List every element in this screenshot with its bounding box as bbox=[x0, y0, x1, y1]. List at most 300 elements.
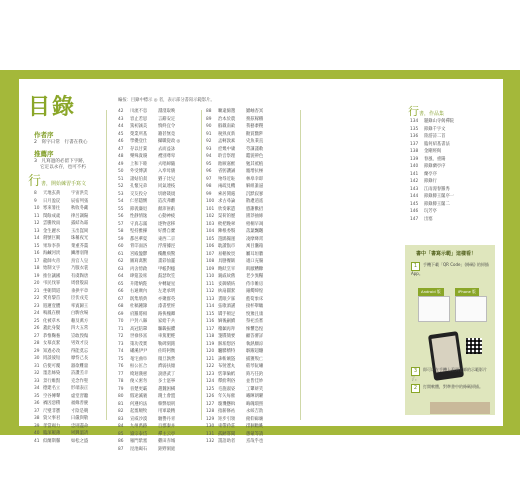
entry-text: 杜稿鍾隸 bbox=[130, 304, 148, 309]
entry-text: 鑑貌辨色 bbox=[246, 154, 264, 159]
entry-text: 沉默寂寥 bbox=[246, 191, 264, 197]
page-title: 目錄 bbox=[28, 94, 77, 120]
page-number: 37 bbox=[34, 408, 40, 414]
toc-entry bbox=[34, 198, 88, 206]
entry-text: 宇宙洪荒 bbox=[71, 191, 89, 196]
page-number: 51 bbox=[118, 176, 124, 182]
page-number: 114 bbox=[206, 304, 215, 309]
toc-entry bbox=[118, 123, 180, 131]
toc-entry bbox=[206, 191, 263, 199]
toc-entry bbox=[206, 221, 263, 229]
entry-text: 工顰妍笑 bbox=[246, 386, 264, 392]
entry-text: 愛育黎首 bbox=[43, 296, 61, 301]
entry-text: 玩芳亭 bbox=[424, 209, 437, 214]
entry-text: 蘭亭序 bbox=[424, 171, 437, 177]
toc-entry bbox=[118, 236, 180, 244]
page-number: 143 bbox=[410, 186, 419, 192]
page-number: 82 bbox=[118, 409, 124, 414]
appendix-entry bbox=[410, 141, 454, 149]
toc-column-2 bbox=[118, 108, 180, 453]
entry-text: 臨何紹基書法 bbox=[424, 141, 450, 147]
entry-text: 老少異糧 bbox=[246, 274, 264, 279]
toc-entry bbox=[118, 258, 180, 266]
entry-text: 乃服衣裳 bbox=[71, 266, 89, 271]
toc-entry bbox=[206, 386, 263, 394]
page-number: 87 bbox=[118, 446, 124, 452]
entry-text: 天地玄黃 bbox=[43, 191, 61, 196]
entry-text: 顛沛匪虧 bbox=[158, 206, 176, 212]
page-number: 71 bbox=[118, 326, 124, 332]
appendix-entry bbox=[410, 193, 454, 201]
page-number: 110 bbox=[206, 274, 215, 279]
entry-text: 毛施淑姿 bbox=[218, 386, 236, 392]
toc-entry bbox=[206, 183, 263, 191]
entry-text: 祭祀烝嘗 bbox=[246, 319, 264, 324]
page-number: 72 bbox=[118, 334, 124, 339]
entry-text: 器欲難量 bbox=[71, 363, 89, 369]
page-number: 116 bbox=[206, 319, 215, 324]
page-number: 147 bbox=[410, 216, 419, 222]
entry-text: 殆辱近恥 bbox=[218, 176, 236, 182]
page-number: 73 bbox=[118, 341, 124, 347]
page-number: 101 bbox=[206, 206, 215, 212]
entry-text: 漆書壁經 bbox=[158, 304, 176, 309]
entry-text: 猶子比兒 bbox=[158, 176, 176, 182]
iphone-label: iPhone 版 bbox=[455, 288, 479, 296]
entry-text: 劍號巨闕 bbox=[43, 236, 61, 241]
page-number: 44 bbox=[118, 124, 124, 129]
entry-text: 箋牒簡要 bbox=[218, 334, 236, 339]
page-number: 96 bbox=[206, 169, 212, 174]
toc-entry bbox=[206, 393, 263, 401]
entry-text: 浮渭據涇 bbox=[158, 244, 176, 249]
entry-text: 資父事君 bbox=[43, 416, 61, 421]
entry-text: 稽顙再拜 bbox=[218, 326, 236, 332]
page-number: 38 bbox=[34, 416, 40, 421]
toc-entry bbox=[118, 378, 180, 386]
page-number: 52 bbox=[118, 184, 124, 189]
entry-text: 梧桐早凋 bbox=[246, 221, 264, 227]
entry-text: 臣伏戎羌 bbox=[71, 296, 89, 301]
page-number: 109 bbox=[206, 266, 215, 272]
appendix-entry bbox=[410, 118, 454, 126]
entry-text: 我藝黍稷 bbox=[246, 124, 264, 129]
entry-text: 靡恃己長 bbox=[71, 356, 89, 361]
entry-text: 背邙面洛 bbox=[130, 244, 148, 249]
entry-text: 骸垢想浴 bbox=[218, 341, 236, 347]
page-number: 128 bbox=[206, 409, 215, 414]
entry-text: 鳥官人皇 bbox=[71, 258, 89, 264]
entry-text: 布射遼丸 bbox=[218, 364, 236, 369]
entry-text: 露結為霜 bbox=[71, 221, 89, 226]
toc-entry bbox=[118, 251, 180, 259]
iphone-app-screenshot bbox=[455, 296, 487, 322]
page-number: 107 bbox=[206, 251, 215, 257]
toc-entry bbox=[206, 168, 263, 176]
appendix-entry bbox=[410, 163, 454, 171]
entry-text: 晝眠夕寐 bbox=[218, 296, 236, 302]
entry-text: 接杯舉觴 bbox=[246, 304, 264, 309]
toc-entry bbox=[206, 273, 263, 281]
toc-entry bbox=[34, 355, 88, 363]
toc-entry bbox=[206, 131, 263, 139]
entry-text: 日月盈昃 bbox=[43, 198, 61, 204]
entry-text: 務茲稼穡 bbox=[246, 116, 264, 122]
entry-text: 晉楚更霸 bbox=[130, 386, 148, 392]
entry-text: 左達承明 bbox=[158, 289, 176, 294]
entry-text: 鱗潛羽翔 bbox=[71, 251, 89, 256]
toc-entry bbox=[34, 235, 88, 243]
entry-text: 藍筍象床 bbox=[246, 296, 264, 302]
entry-text: 趙魏困橫 bbox=[158, 386, 176, 392]
toc-entry bbox=[206, 423, 263, 431]
entry-text: 虛堂習聽 bbox=[71, 393, 89, 399]
toc-entry bbox=[34, 333, 88, 341]
entry-text: 年矢每催 bbox=[218, 394, 236, 399]
toc-entry bbox=[34, 438, 88, 446]
toc-entry bbox=[206, 206, 263, 214]
toc-entry bbox=[206, 228, 263, 236]
toc-entry bbox=[206, 378, 263, 386]
page-number: 99 bbox=[206, 191, 212, 197]
entry-text: 亦聚群英 bbox=[158, 296, 176, 302]
entry-text: 戶封八縣 bbox=[130, 319, 148, 324]
editor-note: 編按：目錄中標示 ◎ 者，表示部分書寫示範影片。 bbox=[118, 98, 215, 103]
toc-entry bbox=[206, 266, 263, 274]
entry-text: 路俠槐卿 bbox=[158, 311, 176, 317]
entry-text: 渠荷的歷 bbox=[218, 214, 236, 219]
page-number: 27 bbox=[34, 333, 40, 339]
entry-text: 樓觀飛驚 bbox=[158, 251, 176, 257]
page-number: 111 bbox=[206, 281, 215, 287]
entry-text: 去而益詠 bbox=[158, 146, 176, 152]
toc-entry bbox=[206, 138, 263, 146]
entry-text: 陸游詩二首 bbox=[424, 134, 446, 139]
toc-entry bbox=[118, 311, 180, 319]
entry-text: 淵澄取映 bbox=[158, 109, 176, 114]
toc-entry bbox=[118, 401, 180, 409]
toc-entry bbox=[34, 243, 88, 251]
entry-text: 悚懼恐惶 bbox=[246, 326, 264, 332]
entry-text: 適口充腸 bbox=[246, 259, 264, 264]
entry-text: 矯手頓足 bbox=[218, 311, 236, 317]
page-number: 8 bbox=[34, 191, 37, 196]
entry-text: 園莽抽條 bbox=[246, 214, 264, 219]
entry-text: 束帶矜莊 bbox=[218, 424, 236, 429]
toc-entry bbox=[206, 363, 263, 371]
entry-text: 似蘭斯馨 bbox=[43, 438, 61, 444]
qr-guide-title: 書中「書寫示範」這樣看！ bbox=[416, 251, 477, 257]
entry-text: 題錄山寺偈禪院 bbox=[424, 119, 455, 124]
entry-text: 孤陋寡聞 bbox=[218, 431, 236, 437]
entry-text: 孔懷兄弟 bbox=[130, 184, 148, 189]
entry-text: 出塞 bbox=[424, 216, 433, 222]
toc-entry bbox=[34, 250, 88, 258]
entry-text: 辰宿列張 bbox=[71, 198, 89, 204]
toc-entry bbox=[118, 176, 180, 184]
toc-entry bbox=[118, 408, 180, 416]
entry-text: 飽飫烹宰 bbox=[218, 266, 236, 272]
entry-text: 樂殊貴賤 bbox=[130, 154, 148, 159]
appendix-entry bbox=[410, 208, 454, 216]
toc-entry bbox=[118, 348, 180, 356]
page-number: 120 bbox=[206, 349, 215, 354]
page-number: 108 bbox=[206, 259, 215, 264]
preface-line: 2 寫字日常 行書在我心 bbox=[34, 140, 88, 145]
toc-entry bbox=[118, 131, 180, 139]
entry-text: 切磨箴規 bbox=[158, 191, 176, 197]
toc-entry bbox=[118, 341, 180, 349]
entry-text: 索居閒處 bbox=[218, 191, 236, 197]
page-number: 127 bbox=[206, 401, 215, 407]
entry-text: 禮別尊卑 bbox=[158, 154, 176, 159]
entry-text: 鉅野洞庭 bbox=[158, 446, 176, 452]
entry-text: 坐朝問道 bbox=[43, 288, 61, 294]
entry-text: 易輶攸畏 bbox=[218, 251, 236, 257]
page-number: 85 bbox=[118, 431, 124, 437]
page-number: 68 bbox=[118, 304, 124, 309]
toc-entry bbox=[34, 295, 88, 303]
entry-text: 遐邇壹體 bbox=[43, 303, 61, 309]
entry-text: 勒碑刻銘 bbox=[158, 341, 176, 347]
android-app-screenshot bbox=[418, 296, 450, 322]
entry-text: 愚蒙等誚 bbox=[246, 431, 264, 437]
page-number: 80 bbox=[118, 394, 124, 399]
page-number: 60 bbox=[118, 244, 124, 249]
entry-text: 馳譽丹青 bbox=[158, 416, 176, 422]
entry-text: 具膳餐飯 bbox=[218, 259, 236, 264]
page-number: 137 bbox=[410, 141, 419, 147]
entry-text: 永綏吉劭 bbox=[246, 409, 264, 414]
page-number: 35 bbox=[34, 393, 40, 399]
page-number: 129 bbox=[206, 416, 215, 422]
toc-entry bbox=[118, 243, 180, 251]
entry-text: 孟軻敦素 bbox=[218, 139, 236, 144]
toc-entry bbox=[34, 415, 88, 423]
toc-entry bbox=[206, 431, 263, 439]
toc-entry bbox=[118, 326, 180, 334]
entry-text: 寒來暑往 bbox=[43, 206, 61, 211]
toc-entry bbox=[118, 356, 180, 364]
toc-entry bbox=[206, 258, 263, 266]
page-number: 136 bbox=[410, 134, 419, 139]
page-number: 98 bbox=[206, 184, 212, 189]
page-number: 63 bbox=[118, 266, 124, 272]
page-number: 115 bbox=[206, 311, 215, 317]
column-divider bbox=[106, 110, 107, 420]
page-number: 48 bbox=[118, 154, 124, 159]
entry-text: 釋紛利俗 bbox=[218, 379, 236, 384]
entry-text: 化被草木 bbox=[43, 318, 61, 324]
entry-text: 垂拱平章 bbox=[71, 288, 89, 294]
page-number: 140 bbox=[410, 164, 419, 169]
page-number: 36 bbox=[34, 401, 40, 406]
page-number: 78 bbox=[118, 379, 124, 384]
toc-entry bbox=[118, 423, 180, 431]
entry-text: 白駒食場 bbox=[71, 311, 89, 316]
toc-entry bbox=[206, 416, 263, 424]
entry-text: 堅持雅操 bbox=[130, 229, 148, 234]
entry-text: 慼謝歡招 bbox=[246, 206, 264, 212]
page-number: 22 bbox=[34, 296, 40, 301]
toc-entry bbox=[206, 333, 263, 341]
entry-text: 府羅將相 bbox=[130, 311, 148, 317]
page-number: 58 bbox=[118, 229, 124, 234]
page-number: 145 bbox=[410, 201, 419, 207]
toc-entry bbox=[206, 326, 263, 334]
page-number: 55 bbox=[118, 206, 124, 212]
toc-entry bbox=[206, 116, 263, 124]
toc-entry bbox=[118, 438, 180, 446]
entry-text: 甲帳對楹 bbox=[158, 266, 176, 272]
page-number: 65 bbox=[118, 281, 124, 287]
appendix-entry bbox=[410, 178, 454, 186]
entry-text: 始制文字 bbox=[43, 266, 61, 271]
toc-entry bbox=[118, 296, 180, 304]
toc-entry bbox=[206, 348, 263, 356]
toc-entry bbox=[206, 408, 263, 416]
toc-entry bbox=[206, 318, 263, 326]
entry-text: 菜重芥薑 bbox=[71, 243, 89, 249]
toc-entry bbox=[206, 371, 263, 379]
entry-text: 節義廉退 bbox=[130, 206, 148, 212]
column-divider bbox=[300, 110, 301, 420]
entry-text: 空谷傳聲 bbox=[43, 393, 61, 399]
entry-text: 福緣善慶 bbox=[71, 401, 89, 406]
page-number: 134 bbox=[410, 119, 419, 124]
toc-entry bbox=[118, 288, 180, 296]
toc-entry bbox=[34, 280, 88, 288]
entry-text: 秋收冬藏 bbox=[71, 206, 89, 211]
page-number: 106 bbox=[206, 244, 215, 249]
entry-text: 徘徊瞻眺 bbox=[246, 424, 264, 429]
entry-text: 曠遠綿邈 bbox=[218, 109, 236, 114]
toc-entry bbox=[34, 430, 88, 438]
entry-text: 勸賞黜陟 bbox=[246, 131, 264, 137]
page-number: 138 bbox=[410, 149, 419, 154]
page-number: 33 bbox=[34, 378, 40, 384]
entry-text: 駭躍超驤 bbox=[246, 349, 264, 354]
page-number: 84 bbox=[118, 424, 124, 429]
toc-entry bbox=[34, 363, 88, 371]
entry-text: 勞謙謹敕 bbox=[246, 146, 264, 152]
entry-text: 鳴鳳在樹 bbox=[43, 311, 61, 316]
entry-text: 守真志滿 bbox=[130, 221, 148, 227]
page-number: 43 bbox=[118, 116, 124, 122]
entry-text: 知過必改 bbox=[43, 348, 61, 354]
toc-entry bbox=[206, 341, 263, 349]
page-number: 70 bbox=[118, 319, 124, 324]
entry-text: 史魚秉直 bbox=[246, 139, 264, 144]
entry-text: 篤初誠美 bbox=[130, 124, 148, 129]
entry-text: 攝職從政 ◎ bbox=[158, 139, 181, 144]
page-number: 97 bbox=[206, 176, 212, 182]
page-number: 50 bbox=[118, 169, 124, 174]
page-number: 100 bbox=[206, 199, 215, 204]
page-number: 104 bbox=[206, 229, 215, 234]
entry-text: 奄宅曲阜 bbox=[130, 356, 148, 362]
toc-entry bbox=[206, 281, 263, 289]
entry-text: 女慕貞絜 bbox=[43, 341, 61, 346]
entry-text: 性靜情逸 bbox=[130, 214, 148, 219]
entry-text: 造次弗離 bbox=[158, 199, 176, 204]
entry-text: 外受傅訓 bbox=[130, 169, 148, 174]
entry-text: 升階納陛 bbox=[130, 281, 148, 287]
page-number: 119 bbox=[206, 341, 215, 347]
page-number: 32 bbox=[34, 371, 40, 376]
chapter-heading: 行書，開始練習手寫文 bbox=[28, 174, 87, 189]
page-number: 122 bbox=[206, 364, 215, 369]
page-number: 53 bbox=[118, 191, 124, 197]
page-number: 17 bbox=[34, 258, 40, 264]
entry-text: 尺璧非寶 bbox=[43, 408, 61, 414]
preface-line: 它定以永存，也可不朽 bbox=[40, 165, 86, 170]
entry-text: 心動神疲 bbox=[158, 214, 176, 219]
page-number: 139 bbox=[410, 156, 419, 162]
page-number: 118 bbox=[206, 334, 215, 339]
entry-text: 落葉飄颻 bbox=[246, 229, 264, 234]
entry-text: 好爵自縻 bbox=[158, 229, 176, 234]
entry-text: 四大五常 bbox=[71, 326, 89, 331]
entry-text: 榮業所基 bbox=[130, 131, 148, 137]
entry-text: 弔民伐罪 bbox=[43, 281, 61, 286]
toc-entry bbox=[118, 386, 180, 394]
page-number: 9 bbox=[34, 198, 37, 204]
page-number: 10 bbox=[34, 206, 40, 211]
page-number: 15 bbox=[34, 243, 40, 249]
entry-text: 罔談彼短 bbox=[43, 356, 61, 361]
entry-text: 詩讚羔羊 bbox=[71, 371, 89, 376]
entry-text: 微旦孰營 bbox=[158, 356, 176, 362]
entry-text: 雞田赤城 bbox=[158, 439, 176, 444]
page-number: 105 bbox=[206, 236, 215, 242]
entry-text: 德建名立 bbox=[43, 386, 61, 391]
toc-entry bbox=[118, 161, 180, 169]
preface-heading-author: 作者序 bbox=[34, 131, 54, 139]
video-still-image bbox=[430, 402, 490, 414]
page-number: 40 bbox=[34, 431, 40, 436]
page-number: 67 bbox=[118, 296, 124, 302]
toc-entry bbox=[206, 108, 263, 116]
entry-text: 景行維賢 bbox=[43, 378, 61, 384]
entry-text: 磻溪伊尹 bbox=[130, 349, 148, 354]
toc-entry bbox=[34, 205, 88, 213]
page-number: 92 bbox=[206, 139, 212, 144]
entry-text: 諸姑伯叔 bbox=[130, 176, 148, 182]
page-number: 146 bbox=[410, 209, 419, 214]
entry-text: 鼓瑟吹笙 bbox=[158, 274, 176, 279]
page-number: 81 bbox=[118, 401, 124, 407]
guide-step-1: 1 手機下載「QR Code」(條碼) 的掃描 App。 bbox=[411, 262, 489, 276]
entry-text: 交友投分 bbox=[130, 191, 148, 197]
entry-text: 節錄千字文 bbox=[424, 126, 446, 132]
entry-text: 畫彩仙靈 bbox=[158, 259, 176, 264]
appendix-entry bbox=[410, 171, 454, 179]
entry-text: 肆筵設席 bbox=[130, 274, 148, 279]
entry-text: 指薪修祜 bbox=[218, 409, 236, 414]
top-margin bbox=[0, 0, 520, 70]
entry-text: 晦魄環照 bbox=[246, 401, 264, 407]
page-number: 31 bbox=[34, 363, 40, 369]
page-number: 130 bbox=[206, 424, 215, 429]
entry-text: 濟弱扶傾 bbox=[158, 364, 176, 369]
toc-entry bbox=[206, 311, 263, 319]
entry-text: 鈞巧任釣 bbox=[246, 371, 264, 377]
toc-entry bbox=[34, 190, 88, 198]
entry-text: 嵇琴阮嘯 bbox=[246, 364, 264, 369]
appendix-entry bbox=[410, 201, 454, 209]
toc-entry bbox=[206, 213, 263, 221]
